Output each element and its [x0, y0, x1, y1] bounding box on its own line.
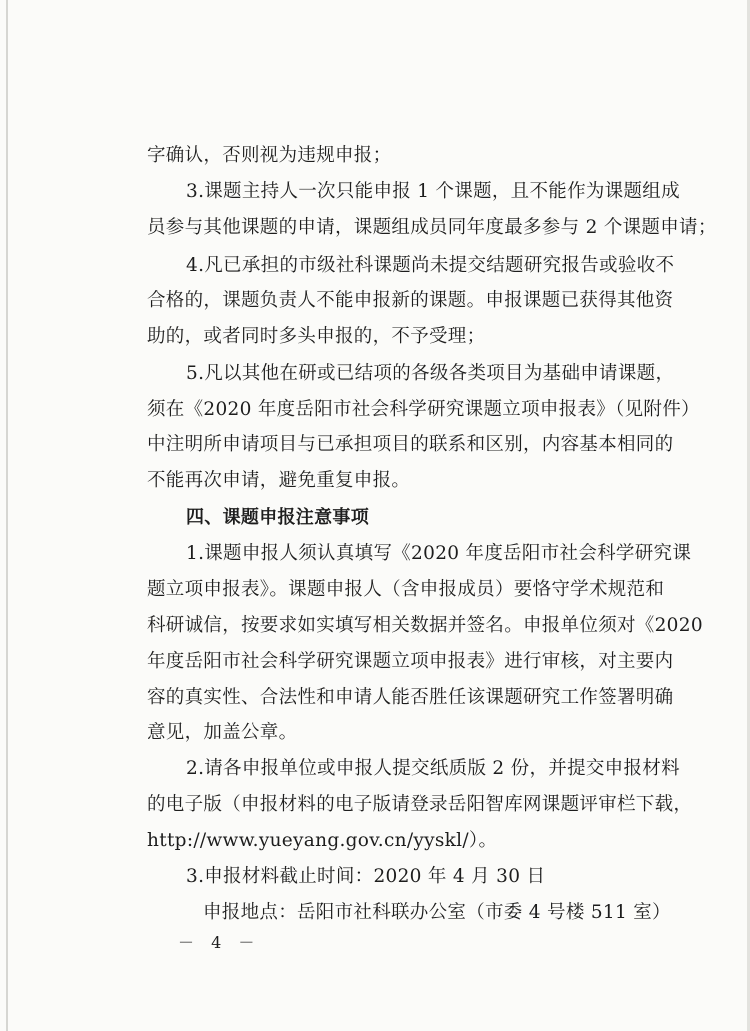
- body-line-6: 助的，或者同时多头申报的，不予受理；: [147, 326, 486, 347]
- body-line-18: 2.请各申报单位或申报人提交纸质版 2 份，并提交申报材料: [186, 758, 680, 779]
- body-line-9: 中注明所申请项目与已承担项目的联系和区别，内容基本相同的: [147, 434, 674, 455]
- body-line-19: 的电子版（申报材料的电子版请登录岳阳智库网课题评审栏下载，: [147, 794, 693, 815]
- url-line: http://www.yueyang.gov.cn/yyskl/）。: [147, 830, 498, 851]
- body-line-22: 申报地点：岳阳市社科联办公室（市委 4 号楼 511 室）: [203, 902, 671, 923]
- body-line-4: 4.凡已承担的市级社科课题尚未提交结题研究报告或验收不: [186, 255, 675, 276]
- body-line-7: 5.凡以其他在研或已结项的各级各类项目为基础申请课题，: [186, 363, 675, 384]
- body-line-5: 合格的，课题负责人不能申报新的课题。申报课题已获得其他资: [147, 290, 674, 311]
- body-line-12: 1.课题申报人须认真填写《2020 年度岳阳市社会科学研究课: [186, 543, 692, 564]
- body-line-15: 年度岳阳市社会科学研究课题立项申报表》进行审核，对主要内: [147, 651, 674, 672]
- body-line-13: 题立项申报表》。课题申报人（含申报成员）要恪守学术规范和: [147, 579, 665, 600]
- body-line-1: 字确认，否则视为违规申报；: [147, 145, 392, 166]
- body-line-10: 不能再次申请，避免重复申报。: [147, 470, 411, 491]
- scan-edge-left: [6, 0, 8, 1031]
- body-line-2: 3.课题主持人一次只能申报 1 个课题，且不能作为课题组成: [186, 181, 680, 202]
- body-line-16: 容的真实性、合法性和申请人能否胜任该课题研究工作签署明确: [147, 687, 674, 708]
- page-number: － 4 －: [178, 933, 261, 952]
- section-heading: 四、课题申报注意事项: [186, 507, 369, 528]
- body-line-14: 科研诚信，按要求如实填写相关数据并签名。申报单位须对《2020: [147, 615, 703, 636]
- body-line-8: 须在《2020 年度岳阳市社会科学研究课题立项申报表》（见附件）: [147, 399, 700, 420]
- body-line-17: 意见，加盖公章。: [147, 722, 298, 743]
- body-line-21: 3.申报材料截止时间：2020 年 4 月 30 日: [186, 866, 546, 887]
- body-line-3: 员参与其他课题的申请，课题组成员同年度最多参与 2 个课题申请；: [147, 217, 717, 238]
